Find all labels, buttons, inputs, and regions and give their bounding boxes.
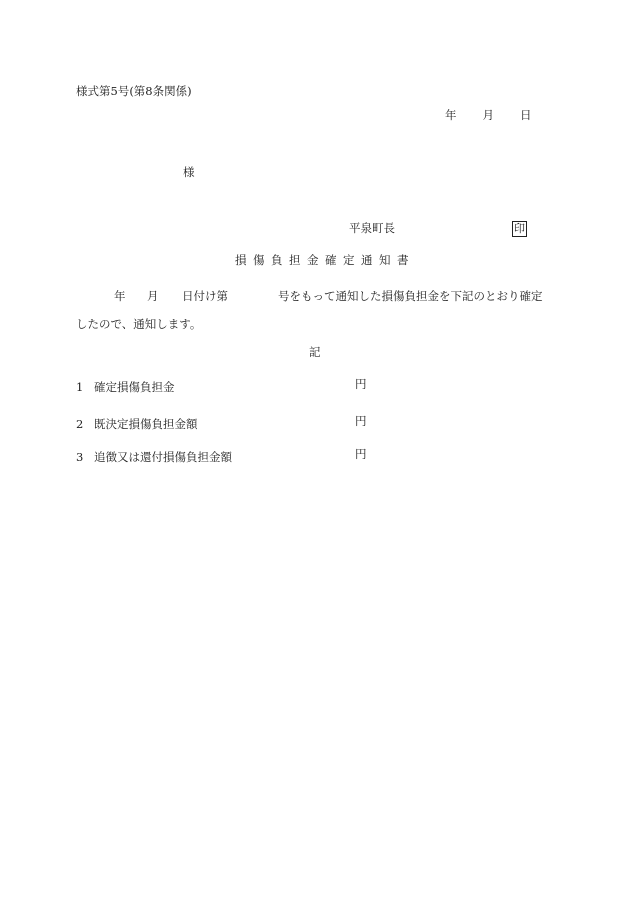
date-line: [445, 110, 532, 122]
body-month: 月: [147, 289, 159, 303]
title-char: 担: [289, 253, 301, 267]
item-label: 追徴又は還付損傷負担金額: [94, 450, 232, 464]
title-char: 金: [307, 253, 319, 267]
seal-mark: 印: [512, 221, 527, 237]
date-year: 年: [445, 108, 457, 122]
list-item: [76, 379, 175, 395]
date-month: 月: [482, 108, 494, 122]
item-number: 3: [76, 450, 84, 464]
title-char: 確: [325, 253, 337, 267]
item-label: 既決定損傷負担金額: [94, 417, 198, 431]
body-year: 年: [114, 289, 126, 303]
sender-title: 平泉町長: [349, 221, 395, 235]
item-unit: 円: [355, 414, 367, 428]
item-number: 1: [76, 380, 84, 394]
body-text-line-2: したので、通知します。: [76, 317, 202, 331]
date-day: 日: [520, 108, 532, 122]
ki-heading: 記: [309, 345, 321, 359]
title-char: 定: [343, 253, 355, 267]
document-title: [235, 255, 409, 267]
addressee-suffix: 様: [183, 165, 195, 179]
list-item: [76, 449, 232, 465]
item-unit: 円: [355, 447, 367, 461]
item-number: 2: [76, 417, 84, 431]
title-char: 負: [271, 253, 283, 267]
form-number-header: 様式第5号(第8条関係): [76, 84, 192, 98]
body-text-line-1: 号をもって通知した損傷負担金を下記のとおり確定: [278, 289, 543, 303]
item-unit: 円: [355, 377, 367, 391]
title-char: 損: [235, 253, 247, 267]
title-char: 通: [361, 253, 373, 267]
list-item: [76, 416, 198, 432]
title-char: 書: [397, 253, 409, 267]
body-dated-number: 日付け第: [182, 289, 228, 303]
item-label: 確定損傷負担金: [94, 380, 175, 394]
seal-box: [512, 221, 527, 237]
title-char: 傷: [253, 253, 265, 267]
title-char: 知: [379, 253, 391, 267]
